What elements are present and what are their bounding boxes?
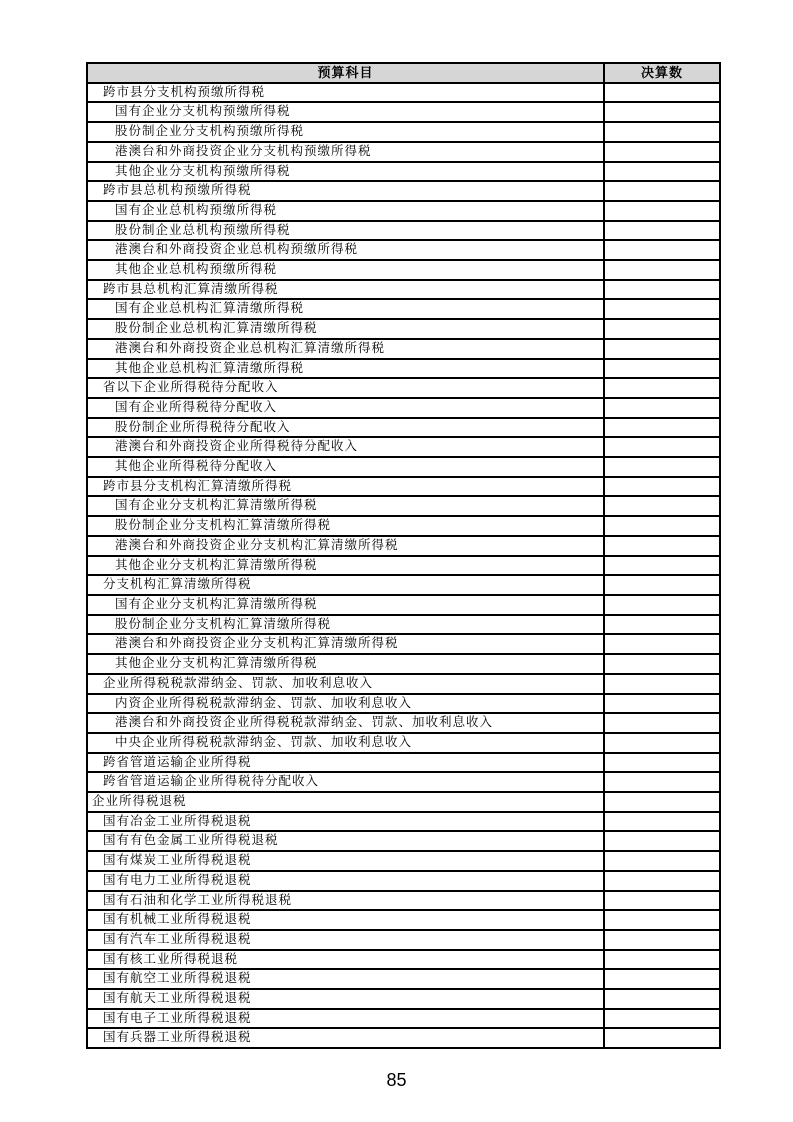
budget-subject-cell: 分支机构汇算清缴所得税 xyxy=(87,575,604,595)
table-row xyxy=(87,142,720,162)
final-amount-cell xyxy=(604,102,720,122)
table-row xyxy=(87,418,720,438)
table-row xyxy=(87,674,720,694)
table-row xyxy=(87,378,720,398)
budget-subject-cell: 国有企业总机构汇算清缴所得税 xyxy=(87,299,604,319)
final-amount-cell xyxy=(604,457,720,477)
table-row xyxy=(87,102,720,122)
table-row xyxy=(87,457,720,477)
budget-subject-cell: 国有冶金工业所得税退税 xyxy=(87,812,604,832)
table-row xyxy=(87,122,720,142)
table-row xyxy=(87,575,720,595)
budget-subject-cell: 跨省管道运输企业所得税待分配收入 xyxy=(87,772,604,792)
budget-subject-cell: 跨省管道运输企业所得税 xyxy=(87,753,604,773)
table-row xyxy=(87,871,720,891)
budget-subject-cell: 国有电力工业所得税退税 xyxy=(87,871,604,891)
budget-subject-cell: 股份制企业总机构汇算清缴所得税 xyxy=(87,319,604,339)
final-amount-cell xyxy=(604,969,720,989)
final-amount-cell xyxy=(604,477,720,497)
final-amount-cell xyxy=(604,83,720,103)
budget-subject-cell: 中央企业所得税税款滞纳金、罚款、加收利息收入 xyxy=(87,733,604,753)
table-row xyxy=(87,694,720,714)
table-row xyxy=(87,339,720,359)
budget-subject-cell: 国有企业总机构预缴所得税 xyxy=(87,201,604,221)
final-amount-cell xyxy=(604,891,720,911)
final-amount-cell xyxy=(604,1028,720,1048)
table-row xyxy=(87,280,720,300)
budget-subject-cell: 国有企业分支机构预缴所得税 xyxy=(87,102,604,122)
final-amount-cell xyxy=(604,1009,720,1029)
final-amount-cell xyxy=(604,378,720,398)
table-row xyxy=(87,536,720,556)
budget-subject-cell: 港澳台和外商投资企业所得税待分配收入 xyxy=(87,437,604,457)
final-amount-cell xyxy=(604,260,720,280)
table-row xyxy=(87,260,720,280)
table-row xyxy=(87,772,720,792)
final-amount-cell xyxy=(604,536,720,556)
table-row xyxy=(87,1009,720,1029)
final-amount-cell xyxy=(604,674,720,694)
budget-subject-cell: 港澳台和外商投资企业总机构汇算清缴所得税 xyxy=(87,339,604,359)
budget-subject-cell: 跨市县总机构预缴所得税 xyxy=(87,181,604,201)
table-row xyxy=(87,615,720,635)
final-amount-cell xyxy=(604,162,720,182)
budget-subject-cell: 国有核工业所得税退税 xyxy=(87,950,604,970)
table-row xyxy=(87,910,720,930)
budget-subject-cell: 国有汽车工业所得税退税 xyxy=(87,930,604,950)
final-amount-cell xyxy=(604,851,720,871)
budget-subject-cell: 股份制企业所得税待分配收入 xyxy=(87,418,604,438)
final-amount-cell xyxy=(604,142,720,162)
table-row xyxy=(87,792,720,812)
final-amount-cell xyxy=(604,950,720,970)
table-row xyxy=(87,753,720,773)
table-header-row xyxy=(87,63,720,83)
table-row xyxy=(87,733,720,753)
table-row xyxy=(87,299,720,319)
final-amount-cell xyxy=(604,733,720,753)
budget-subject-cell: 内资企业所得税税款滞纳金、罚款、加收利息收入 xyxy=(87,694,604,714)
table-row xyxy=(87,477,720,497)
budget-subject-cell: 股份制企业分支机构预缴所得税 xyxy=(87,122,604,142)
table-row xyxy=(87,162,720,182)
final-amount-cell xyxy=(604,556,720,576)
final-amount-cell xyxy=(604,201,720,221)
final-amount-cell xyxy=(604,181,720,201)
final-amount-cell xyxy=(604,812,720,832)
table-row xyxy=(87,83,720,103)
budget-subject-cell: 跨市县分支机构预缴所得税 xyxy=(87,83,604,103)
budget-subject-cell: 国有企业分支机构汇算清缴所得税 xyxy=(87,496,604,516)
final-amount-cell xyxy=(604,122,720,142)
table-row xyxy=(87,221,720,241)
final-amount-cell xyxy=(604,753,720,773)
table-row xyxy=(87,359,720,379)
table-row xyxy=(87,713,720,733)
budget-subject-cell: 港澳台和外商投资企业分支机构汇算清缴所得税 xyxy=(87,634,604,654)
final-amount-cell xyxy=(604,910,720,930)
table-row xyxy=(87,969,720,989)
final-amount-cell xyxy=(604,319,720,339)
table-row xyxy=(87,595,720,615)
final-amount-cell xyxy=(604,615,720,635)
table-row xyxy=(87,201,720,221)
final-amount-cell xyxy=(604,772,720,792)
table-row xyxy=(87,240,720,260)
final-amount-header: 决算数 xyxy=(604,63,720,83)
final-amount-cell xyxy=(604,398,720,418)
budget-subject-cell: 企业所得税退税 xyxy=(87,792,604,812)
final-amount-cell xyxy=(604,516,720,536)
page-number: 85 xyxy=(386,1070,407,1090)
budget-subject-cell: 国有电子工业所得税退税 xyxy=(87,1009,604,1029)
budget-subject-cell: 其他企业分支机构预缴所得税 xyxy=(87,162,604,182)
budget-subject-cell: 国有兵器工业所得税退税 xyxy=(87,1028,604,1048)
final-amount-cell xyxy=(604,418,720,438)
table-row xyxy=(87,181,720,201)
budget-table xyxy=(86,62,721,1049)
final-amount-cell xyxy=(604,989,720,1009)
budget-subject-cell: 国有机械工业所得税退税 xyxy=(87,910,604,930)
final-amount-cell xyxy=(604,339,720,359)
table-row xyxy=(87,398,720,418)
table-row xyxy=(87,496,720,516)
budget-subject-cell: 国有煤炭工业所得税退税 xyxy=(87,851,604,871)
budget-subject-cell: 港澳台和外商投资企业所得税税款滞纳金、罚款、加收利息收入 xyxy=(87,713,604,733)
budget-subject-cell: 国有航空工业所得税退税 xyxy=(87,969,604,989)
budget-subject-cell: 企业所得税税款滞纳金、罚款、加收利息收入 xyxy=(87,674,604,694)
final-amount-cell xyxy=(604,871,720,891)
budget-subject-cell: 港澳台和外商投资企业总机构预缴所得税 xyxy=(87,240,604,260)
budget-subject-cell: 股份制企业分支机构汇算清缴所得税 xyxy=(87,615,604,635)
budget-subject-cell: 跨市县总机构汇算清缴所得税 xyxy=(87,280,604,300)
budget-subject-cell: 跨市县分支机构汇算清缴所得税 xyxy=(87,477,604,497)
table-row xyxy=(87,516,720,536)
budget-subject-cell: 股份制企业分支机构汇算清缴所得税 xyxy=(87,516,604,536)
final-amount-cell xyxy=(604,792,720,812)
table-row xyxy=(87,950,720,970)
budget-subject-cell: 其他企业总机构汇算清缴所得税 xyxy=(87,359,604,379)
final-amount-cell xyxy=(604,299,720,319)
table-row xyxy=(87,891,720,911)
budget-subject-cell: 其他企业总机构预缴所得税 xyxy=(87,260,604,280)
table-row xyxy=(87,654,720,674)
budget-subject-cell: 国有有色金属工业所得税退税 xyxy=(87,831,604,851)
final-amount-cell xyxy=(604,634,720,654)
table-row xyxy=(87,319,720,339)
table-row xyxy=(87,812,720,832)
final-amount-cell xyxy=(604,437,720,457)
final-amount-cell xyxy=(604,496,720,516)
budget-subject-cell: 国有企业分支机构汇算清缴所得税 xyxy=(87,595,604,615)
table-row xyxy=(87,930,720,950)
table-row xyxy=(87,634,720,654)
budget-subject-cell: 港澳台和外商投资企业分支机构汇算清缴所得税 xyxy=(87,536,604,556)
final-amount-cell xyxy=(604,575,720,595)
final-amount-cell xyxy=(604,359,720,379)
budget-subject-header: 预算科目 xyxy=(87,63,604,83)
budget-subject-cell: 省以下企业所得税待分配收入 xyxy=(87,378,604,398)
budget-subject-cell: 国有石油和化学工业所得税退税 xyxy=(87,891,604,911)
final-amount-cell xyxy=(604,654,720,674)
table-row xyxy=(87,989,720,1009)
budget-subject-cell: 国有航天工业所得税退税 xyxy=(87,989,604,1009)
final-amount-cell xyxy=(604,240,720,260)
budget-subject-cell: 港澳台和外商投资企业分支机构预缴所得税 xyxy=(87,142,604,162)
budget-subject-cell: 其他企业分支机构汇算清缴所得税 xyxy=(87,556,604,576)
final-amount-cell xyxy=(604,713,720,733)
final-amount-cell xyxy=(604,694,720,714)
table-row xyxy=(87,831,720,851)
final-amount-cell xyxy=(604,280,720,300)
table-row xyxy=(87,556,720,576)
table-row xyxy=(87,437,720,457)
final-amount-cell xyxy=(604,831,720,851)
budget-subject-cell: 其他企业所得税待分配收入 xyxy=(87,457,604,477)
final-amount-cell xyxy=(604,930,720,950)
table-row xyxy=(87,1028,720,1048)
budget-subject-cell: 其他企业分支机构汇算清缴所得税 xyxy=(87,654,604,674)
budget-subject-cell: 股份制企业总机构预缴所得税 xyxy=(87,221,604,241)
table-row xyxy=(87,851,720,871)
final-amount-cell xyxy=(604,595,720,615)
budget-subject-cell: 国有企业所得税待分配收入 xyxy=(87,398,604,418)
final-amount-cell xyxy=(604,221,720,241)
